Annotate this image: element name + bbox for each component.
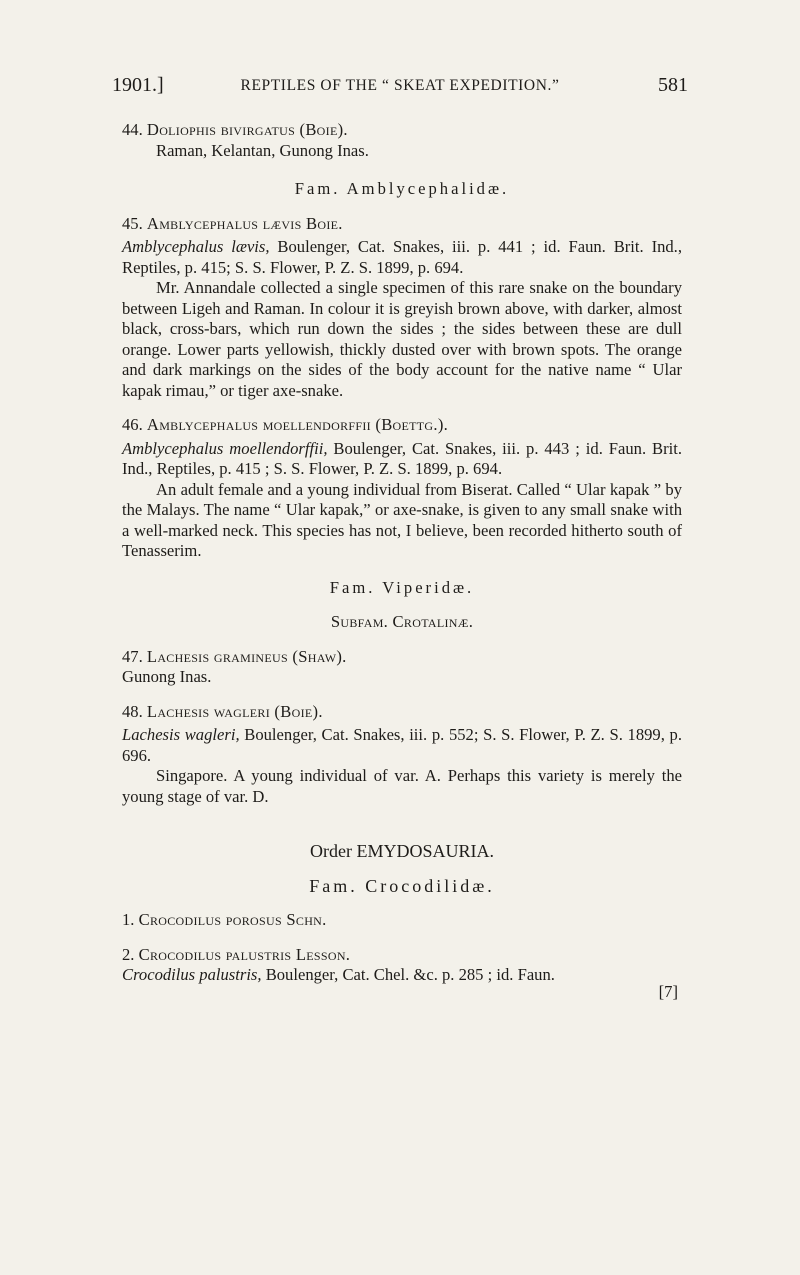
species-heading-44: 44. Doliophis bivirgatus (Boie). (122, 120, 348, 139)
species-heading-2: 2. Crocodilus palustris Lesson. (122, 944, 351, 964)
reference-45: Amblycephalus lævis, Boulenger, Cat. Snakes, iii. p. 441 ; id. Faun. Brit. Ind., Reptiles, p. 415; S. S. Flower, P. Z. S. 1899, p. 694. (122, 237, 682, 277)
reference-2: Crocodilus palustris, Boulenger, Cat. Chel. &c. p. 285 ; id. Faun. (122, 965, 555, 984)
description-45: Mr. Annandale collected a single specimen of this rare snake on the boundary between Ligeh and Raman. In colour it is greyish brown above, with darker, almost black, cross-bars, which run down the sides ; the sides between these are dull orange. Lower parts yellowish, thickly dusted over with brown spots. The orange and dark markings on the sides of the body account for the native name “ Ular kapak rimau,” or tiger axe-snake. (122, 278, 682, 400)
description-46: An adult female and a young individual from Biserat. Called “ Ular kapak ” by the Malays. The name “ Ular kapak,” or axe-snake, is given to any small snake with a well-marked neck. This species has not, I believe, been recorded hitherto south of Tenasserim. (122, 479, 682, 560)
species-heading-1: 1. Crocodilus porosus Schn. (122, 910, 327, 929)
family-heading-amblycephalidae: Fam. Amblycephalidæ. (294, 179, 510, 198)
reference-48: Lachesis wagleri, Boulenger, Cat. Snakes, iii. p. 552; S. S. Flower, P. Z. S. 1899, p. 696. (122, 725, 682, 765)
running-header (112, 74, 688, 104)
description-48: Singapore. A young individual of var. A. Perhaps this variety is merely the young stage of var. D. (122, 766, 682, 806)
reference-46: Amblycephalus moellendorffii, Boulenger, Cat. Snakes, iii. p. 443 ; id. Faun. Brit. Ind., Reptiles, p. 415 ; S. S. Flower, P. Z. S. 1899, p. 694. (122, 438, 682, 478)
species-heading-47: 47. Lachesis gramineus (Shaw). (122, 646, 347, 666)
locality-44: Raman, Kelantan, Gunong Inas. (156, 140, 369, 160)
species-heading-46: 46. Amblycephalus moellendorffii (Boettg.). (122, 415, 449, 434)
header-title: REPTILES OF THE “ SKEAT EXPEDITION.” (240, 77, 560, 94)
order-heading: Order EMYDOSAURIA. (310, 841, 494, 861)
signature-mark: [7] (658, 981, 678, 1001)
locality-47: Gunong Inas. (122, 667, 212, 686)
page-number: 581 (658, 74, 688, 96)
family-heading-viperidae: Fam. Viperidæ. (329, 577, 475, 597)
family-heading-crocodilidae: Fam. Crocodilidæ. (309, 875, 495, 896)
header-year: 1901.] (112, 74, 164, 96)
species-heading-48: 48. Lachesis wagleri (Boie). (122, 701, 323, 721)
page-body (122, 120, 682, 1002)
species-heading-45: 45. Amblycephalus lævis Boie. (122, 213, 343, 233)
subfamily-heading-crotalinae: Subfam. Crotalinæ. (330, 612, 474, 631)
